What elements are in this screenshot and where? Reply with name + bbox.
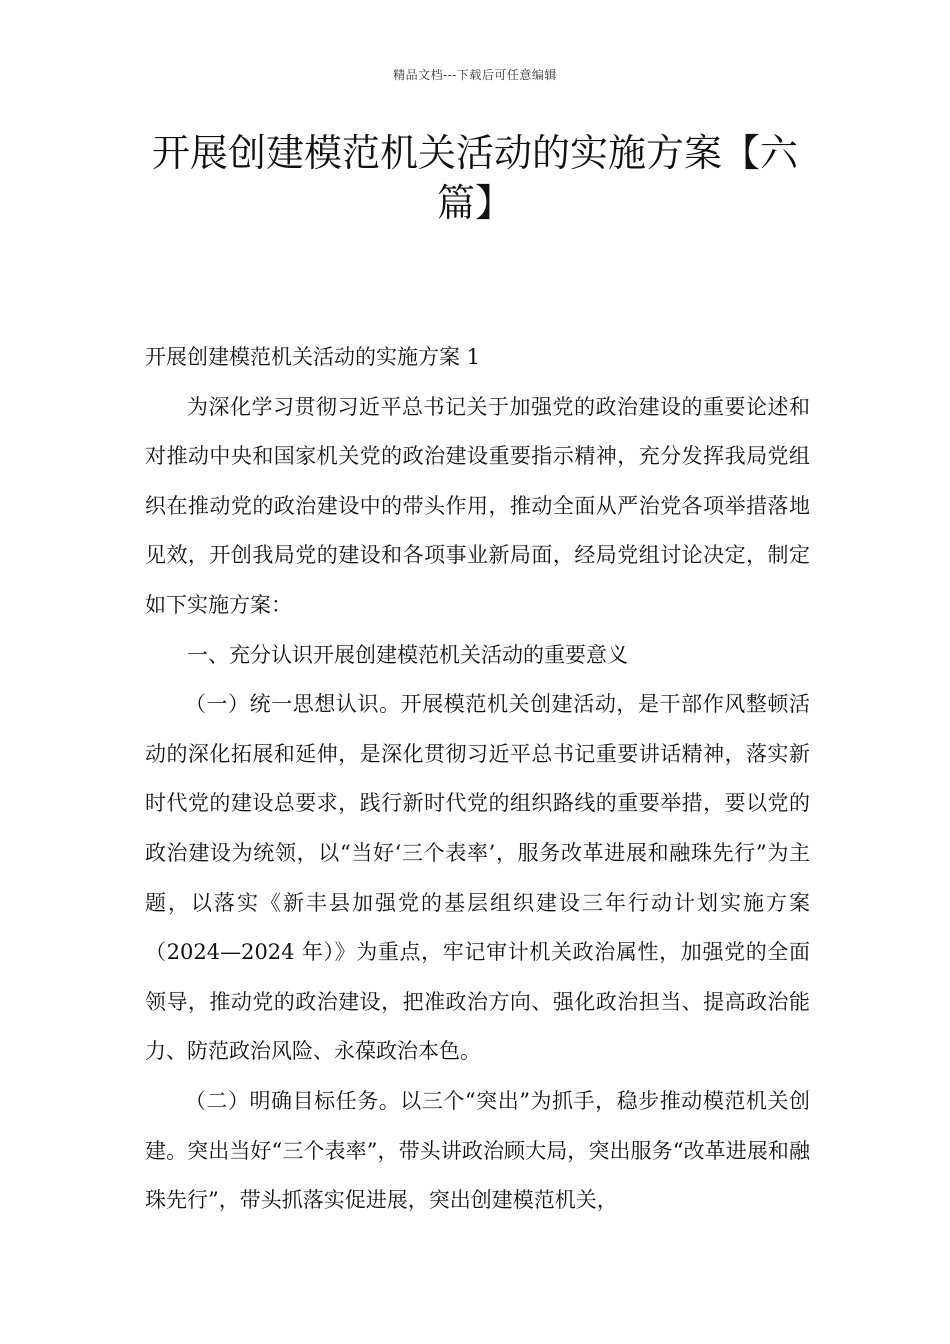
- header-note: 精品文档---下载后可任意编辑: [393, 68, 557, 82]
- item2-paragraph: （二）明确目标任务。以三个“突出”为抓手，稳步推动模范机关创建。突出当好“三个表率”，带头讲政治顾大局，突出服务“改革进展和融珠先行”，带头抓落实促进展，突出创建模范机关，: [145, 1088, 810, 1213]
- document-title: 开展创建模范机关活动的实施方案【六篇】: [151, 131, 798, 225]
- intro-paragraph: 为深化学习贯彻习近平总书记关于加强党的政治建设的重要论述和对推动中央和国家机关党的政治建设重要指示精神，充分发挥我局党组织在推动党的政治建设中的带头作用，推动全面从严治党各项举措落地见效，开创我局党的建设和各项事业新局面，经局党组讨论决定，制定如下实施方案：: [145, 394, 810, 617]
- item1-paragraph: （一）统一思想认识。开展模范机关创建活动，是干部作风整顿活动的深化拓展和延伸，是深化贯彻习近平总书记重要讲话精神，落实新时代党的建设总要求，践行新时代党的组织路线的重要举措，要以党的政治建设为统领，以“当好‘三个表率’，服务改革进展和融珠先行”为主题，以落实《新丰县加强党的基层组织建设三年行动计划实施方案（2024—2024 年）》为重点，牢记审计机关政治属性，加强党的全面领导，推动党的政治建设，把准政治方向、强化政治担当、提高政治能力、防范政治风险、永葆政治本色。: [145, 692, 810, 1064]
- part1-heading: 一、充分认识开展创建模范机关活动的重要意义: [187, 642, 628, 667]
- document-body: [145, 333, 810, 1226]
- section-heading: 开展创建模范机关活动的实施方案 1: [145, 345, 481, 369]
